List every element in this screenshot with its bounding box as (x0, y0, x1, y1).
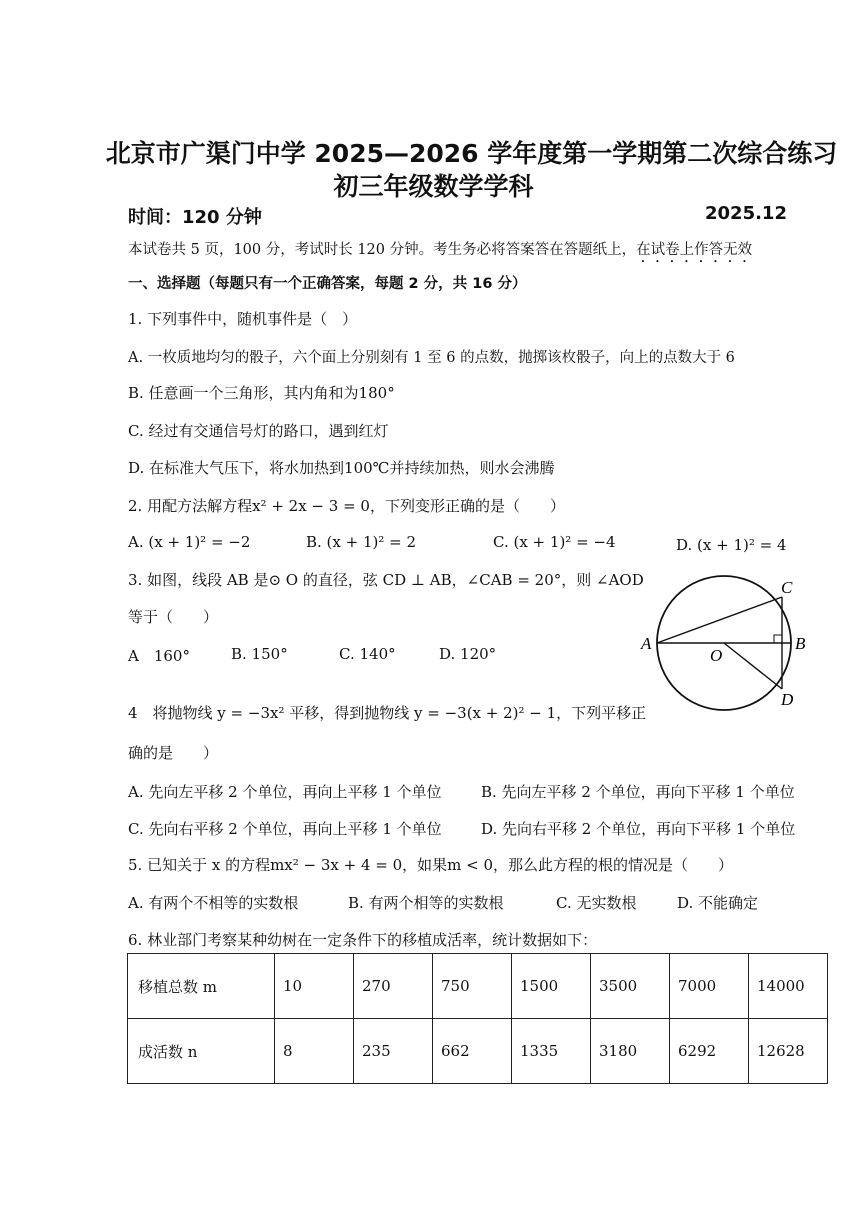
table-cell: 1500 (512, 954, 591, 1019)
q3-option-a: A 160° (128, 647, 190, 665)
q2-stem: 2. 用配方法解方程x² + 2x − 3 = 0，下列变形正确的是（ ） (128, 497, 565, 515)
instructions-emphasis: 在试卷上作答无效 (636, 242, 753, 258)
q3-stem: 3. 如图，线段 AB 是⊙ O 的直径，弦 CD ⊥ AB，∠CAB = 20°，则 ∠AOD (128, 571, 644, 589)
row-header-total: 移植总数 m (128, 954, 275, 1019)
table-cell: 235 (354, 1019, 433, 1084)
q5-stem: 5. 已知关于 x 的方程mx² − 3x + 4 = 0，如果m < 0，那么此方程的根的情况是（ ） (128, 856, 734, 874)
table-row (128, 954, 828, 1019)
label-c: C (781, 578, 793, 597)
table-cell: 8 (275, 1019, 354, 1084)
table-cell: 662 (433, 1019, 512, 1084)
exam-subtitle: 初三年级数学学科 (333, 172, 534, 201)
q2-option-a: A. (x + 1)² = −2 (128, 533, 251, 551)
q3-circle-figure (635, 575, 825, 725)
row-header-survived: 成活数 n (128, 1019, 275, 1084)
q5-option-d: D. 不能确定 (677, 894, 759, 912)
q1-option-c: C. 经过有交通信号灯的路口，遇到红灯 (128, 422, 389, 440)
table-cell: 6292 (670, 1019, 749, 1084)
q4-option-d: D. 先向右平移 2 个单位，再向下平移 1 个单位 (481, 820, 796, 838)
q2-option-c: C. (x + 1)² = −4 (493, 533, 616, 551)
chord-ac (657, 597, 782, 643)
label-o: O (710, 646, 723, 665)
label-d: D (781, 690, 794, 709)
transplant-table (127, 953, 828, 1084)
table-cell: 10 (275, 954, 354, 1019)
table-cell: 14000 (749, 954, 828, 1019)
label-b: B (795, 634, 806, 653)
q2-option-d: D. (x + 1)² = 4 (676, 536, 787, 554)
label-a: A (641, 634, 652, 653)
q1-option-b: B. 任意画一个三角形，其内角和为180° (128, 384, 395, 402)
q1-option-d: D. 在标准大气压下，将水加热到100℃并持续加热，则水会沸腾 (128, 459, 555, 477)
q5-option-c: C. 无实数根 (556, 894, 637, 912)
table-cell: 3500 (591, 954, 670, 1019)
q2-option-b: B. (x + 1)² = 2 (306, 533, 417, 551)
table-row (128, 1019, 828, 1084)
table-cell: 12628 (749, 1019, 828, 1084)
q4-stem: 4 将抛物线 y = −3x² 平移，得到抛物线 y = −3(x + 2)² − 1，下列平移正 (128, 704, 647, 722)
table-cell: 1335 (512, 1019, 591, 1084)
q3-option-b: B. 150° (231, 645, 288, 663)
q3-option-d: D. 120° (439, 645, 497, 663)
q4-option-a: A. 先向左平移 2 个单位，再向上平移 1 个单位 (128, 783, 442, 801)
segment-od (724, 643, 782, 689)
q4-option-b: B. 先向左平移 2 个单位，再向下平移 1 个单位 (481, 783, 795, 801)
q5-option-b: B. 有两个相等的实数根 (348, 894, 504, 912)
q4-stem-cont: 确的是 ） (128, 744, 219, 762)
q1-stem: 1. 下列事件中，随机事件是（ ） (128, 310, 358, 328)
instructions (128, 238, 752, 266)
right-angle-mark (774, 635, 782, 643)
instructions-main: 本试卷共 5 页，100 分，考试时长 120 分钟。考生务必将答案答在答题纸上， (128, 242, 637, 258)
q6-stem: 6. 林业部门考察某种幼树在一定条件下的移植成活率，统计数据如下： (128, 931, 598, 949)
table-cell: 750 (433, 954, 512, 1019)
q3-stem-cont: 等于（ ） (128, 608, 219, 626)
q1-option-a: A. 一枚质地均匀的骰子，六个面上分别刻有 1 至 6 的点数，抛掷该枚骰子，向上的点数大于 6 (128, 350, 735, 366)
time-label: 时间：120 分钟 (128, 207, 262, 228)
q4-option-c: C. 先向右平移 2 个单位，再向上平移 1 个单位 (128, 820, 442, 838)
q3-option-c: C. 140° (339, 645, 396, 663)
section-heading: 一、选择题（每题只有一个正确答案，每题 2 分，共 16 分） (128, 276, 527, 292)
q5-option-a: A. 有两个不相等的实数根 (128, 894, 299, 912)
table-cell: 270 (354, 954, 433, 1019)
exam-title: 北京市广渠门中学 2025—2026 学年度第一学期第二次综合练习 (105, 139, 838, 168)
table-cell: 7000 (670, 954, 749, 1019)
exam-date: 2025.12 (705, 203, 787, 224)
table-cell: 3180 (591, 1019, 670, 1084)
